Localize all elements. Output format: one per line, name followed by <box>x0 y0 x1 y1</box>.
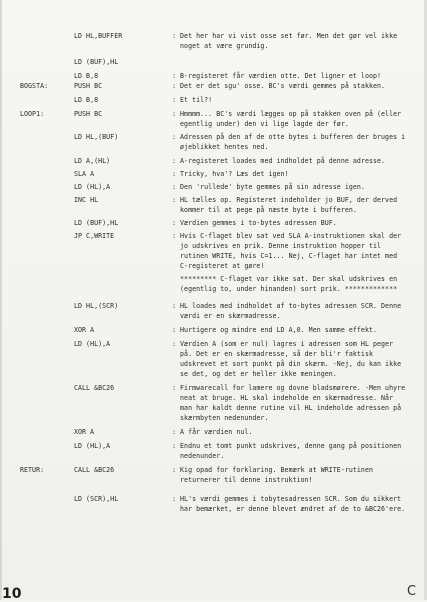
line-comment: : HL tælles op. Registeret indeholder jo BUF, der derved <box>172 196 398 204</box>
line-instruction: LD HL,(BUF) <box>74 133 119 141</box>
line-comment: returnerer til denne instruktion! <box>172 476 313 484</box>
line-instruction: LD (BUF),HL <box>74 219 119 227</box>
line-label: LOOP1: <box>20 110 45 118</box>
line-instruction: PUSH BC <box>74 82 103 90</box>
line-label: BOGSTA: <box>20 82 49 90</box>
line-comment: : Hvis C-flaget blev sat ved SLA A-instruktionen skal der <box>172 232 402 240</box>
line-comment: se det, og det er heller ikke meningen. <box>172 370 337 378</box>
line-instruction: LD (BUF),HL <box>74 58 119 66</box>
line-comment: : Tricky, hva'? Læs det igen! <box>172 170 289 178</box>
line-instruction: LD (HL),A <box>74 183 111 191</box>
line-instruction: CALL &BC26 <box>74 384 115 392</box>
line-comment: nedenunder. <box>172 452 225 460</box>
line-comment: kommer til at pege på næste byte i bufferen. <box>172 206 357 214</box>
line-instruction: LD HL,BUFFER <box>74 32 123 40</box>
corner-mark: C <box>407 584 417 599</box>
line-comment: : Adressen på den af de otte bytes i bufferen der bruges i <box>172 133 406 141</box>
line-label: RETUR: <box>20 466 45 474</box>
line-comment: : Et til?! <box>172 96 213 104</box>
line-instruction: LD B,8 <box>74 72 99 80</box>
line-comment: neat at bruge. HL skal indeholde en skærmadresse. Når <box>172 394 394 402</box>
line-comment: værdi er en skærmadresse. <box>172 312 281 320</box>
line-comment: : Værdien A (som er nul) lagres i adressen som HL peger <box>172 340 394 348</box>
line-instruction: LD (HL),A <box>74 340 111 348</box>
line-comment: man har kaldt denne rutine vil HL indeholde adressen på <box>172 404 402 412</box>
line-instruction: PUSH BC <box>74 110 103 118</box>
line-comment: jo udskrives en prik. Denne instruktion hopper til <box>172 242 382 250</box>
line-instruction: LD A,(HL) <box>74 157 111 165</box>
line-instruction: LD (SCR),HL <box>74 495 119 503</box>
line-comment: : Hurtigere og mindre end LD A,0. Men samme effekt. <box>172 326 378 334</box>
line-comment: : Værdien gemmes i to-bytes adressen BUF. <box>172 219 337 227</box>
line-comment: : Det er det sgu' osse. BC's værdi gemmes på stakken. <box>172 82 386 90</box>
line-comment: på. Det er en skærmadresse, så der bli'r faktisk <box>172 350 373 358</box>
line-comment: : Hmmmm... BC's værdi lægges op på stakken oven på (eller <box>172 110 402 118</box>
line-comment: : A-registeret loades med indholdet på denne adresse. <box>172 157 386 165</box>
line-instruction: LD B,8 <box>74 96 99 104</box>
line-instruction: LD (HL),A <box>74 442 111 450</box>
line-comment: : Den 'rullede' byte gemmes på sin adresse igen. <box>172 183 365 191</box>
line-comment: : HL loades med indholdet af to-bytes adressen SCR. Denne <box>172 302 402 310</box>
line-instruction: CALL &BC26 <box>74 466 115 474</box>
line-comment: : HL's værdi gemmes i tobytesadressen SCR. Som du sikkert <box>172 495 402 503</box>
line-comment: noget at være grundig. <box>172 42 269 50</box>
page-edge-left <box>0 0 2 600</box>
line-instruction: INC HL <box>74 196 99 204</box>
line-comment: : Firmwarecall for lamere og dovne bladsmørere. -Men uhyre <box>172 384 406 392</box>
line-instruction: XOR A <box>74 428 95 436</box>
line-instruction: LD HL,(SCR) <box>74 302 119 310</box>
line-comment: ********* C-flaget var ikke sat. Der skal udskrives en <box>172 275 398 283</box>
line-comment: øjeblikket hentes ned. <box>172 143 269 151</box>
line-instruction: XOR A <box>74 326 95 334</box>
line-comment: har bemærket, er denne blevet ændret af de to &BC26'ere. <box>172 505 406 513</box>
line-comment: C-registeret at gøre! <box>172 262 265 270</box>
line-instruction: SLA A <box>74 170 95 178</box>
line-comment: : Endnu et tomt punkt udskrives, denne gang på positionen <box>172 442 402 450</box>
line-comment: : Det her har vi vist osse set før. Men det gør vel ikke <box>172 32 398 40</box>
line-comment: : B-registeret får værdien otte. Det ligner et loop! <box>172 72 382 80</box>
line-comment: rutinen WRITE, hvis C=1... Nej, C-flaget har intet med <box>172 252 398 260</box>
line-comment: : A får værdien nul. <box>172 428 253 436</box>
line-instruction: JP C,WRITE <box>74 232 115 240</box>
line-comment: skærmbyten nedenunder. <box>172 414 269 422</box>
line-comment: egentlig under) den vi lige lagde der før. <box>172 120 349 128</box>
line-comment: (egentlig to, under hinanden) sort prik. ************* <box>172 285 398 293</box>
line-comment: udskrevet et sort punkt på din skærm. -Nej, du kan ikke <box>172 360 402 368</box>
page-number: 10 <box>2 586 22 602</box>
line-comment: : Kig opad for forklaring. Bemærk at WRITE-rutinen <box>172 466 373 474</box>
